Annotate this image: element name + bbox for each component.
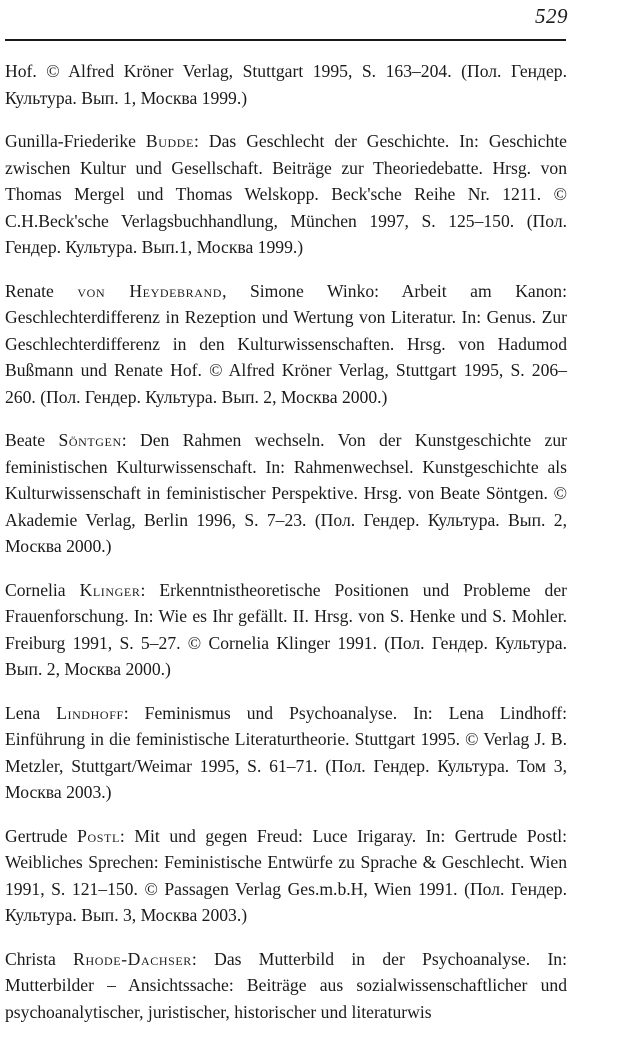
header-rule <box>5 39 566 41</box>
bibliography-list <box>5 58 567 1042</box>
author-surname: Lindhoff <box>56 702 124 723</box>
author-first-name: Gunilla-Friederike <box>5 131 146 151</box>
author-surname: Söntgen <box>58 430 122 450</box>
author-first-name: Gertrude <box>5 825 78 846</box>
entry-text: : Das Geschlecht der Geschichte. In: Geschichte zwischen Kultur und Gesellschaft. Beiträge zur Theoriedebatte. Hrsg. von Thomas Mergel und Thomas Welskopp. Beck'sche Reihe Nr. 1211. © C.H.Beck'sche Verlagsbuchhandlung, München 1997, S. 125–150. (Пол. Гендер. Культура. Вып.1, Москва 1999.) <box>5 131 567 257</box>
bibliography-entry <box>5 427 567 560</box>
author-surname: Postl <box>77 825 120 846</box>
author-first-name: Cornelia <box>5 579 80 600</box>
entry-text: : Feminismus und Psychoanalyse. In: Lena Lindhoff: Einführung in die feministische Literaturtheorie. Stuttgart 1995. © Verlag J. B. Metzler, Stuttgart/Weimar 1995, S. 61–71. (Пол. Гендер. Культура. Том 3, Москва 2003.) <box>5 702 567 802</box>
entry-text: : Den Rahmen wechseln. Von der Kunstgeschichte zur feministischen Kulturwissenschaft. In: Rahmenwechsel. Kunstgeschichte als Kulturwissenschaft in feministischer Perspektive. Hrsg. von Beate Söntgen. © Akademie Verlag, Berlin 1996, S. 7–23. (Пол. Гендер. Культура. Вып. 2, Москва 2000.) <box>5 430 568 556</box>
bibliography-entry <box>5 58 567 111</box>
author-first-name: Lena <box>5 702 57 723</box>
entry-text: : Das Mutterbild in der Psychoanalyse. In: Mutterbilder – Ansichtssache: Beiträge aus sozialwissenschaftlicher und psychoanalytischer, juristischer, historischer und literaturwis <box>5 948 567 1022</box>
author-surname: Klinger <box>79 579 141 600</box>
bibliography-entry <box>5 823 567 929</box>
author-surname: Budde <box>145 131 194 151</box>
author-first-name: Renate <box>5 280 78 301</box>
author-surname: von Heydebrand <box>77 280 223 301</box>
entry-text: : Mit und gegen Freud: Luce Irigaray. In: Gertrude Postl: Weibliches Sprechen: Feministische Entwürfe zu Sprache & Geschlecht. Wien 1991, S. 121–150. © Passagen Verlag Ges.m.b.H, Wien 1991. (Пол. Гендер. Культура. Вып. 3, Москва 2003.) <box>5 825 568 925</box>
entry-text: , Simone Winko: Arbeit am Kanon: Geschlechterdifferenz in Rezeption und Wertung von Literatur. In: Genus. Zur Geschlechterdifferenz in den Kulturwissenschaften. Hrsg. von Hadumod Bußmann und Renate Hof. © Alfred Kröner Verlag, Stuttgart 1995, S. 206–260. (Пол. Гендер. Культура. Вып. 2, Москва 2000.) <box>5 280 567 407</box>
author-first-name: Christa <box>5 948 74 969</box>
bibliography-entry <box>5 278 567 411</box>
entry-text: : Erkenntnistheoretische Positionen und Probleme der Frauenforschung. In: Wie es Ihr gefällt. II. Hrsg. von S. Henke und S. Mohler. Freiburg 1991, S. 5–27. © Cornelia Klinger 1991. (Пол. Гендер. Культура. Вып. 2, Москва 2000.) <box>5 579 567 679</box>
page-number: 529 <box>535 4 568 28</box>
author-first-name: Beate <box>5 430 59 450</box>
bibliography-entry <box>5 946 567 1026</box>
bibliography-entry <box>5 128 567 261</box>
bibliography-entry <box>5 577 567 683</box>
entry-text: Hof. © Alfred Kröner Verlag, Stuttgart 1995, S. 163–204. (Пол. Гендер. Культура. Вып. 1, Москва 1999.) <box>5 61 567 108</box>
author-surname: Rhode-Dachser <box>73 948 192 969</box>
bibliography-entry <box>5 700 567 806</box>
